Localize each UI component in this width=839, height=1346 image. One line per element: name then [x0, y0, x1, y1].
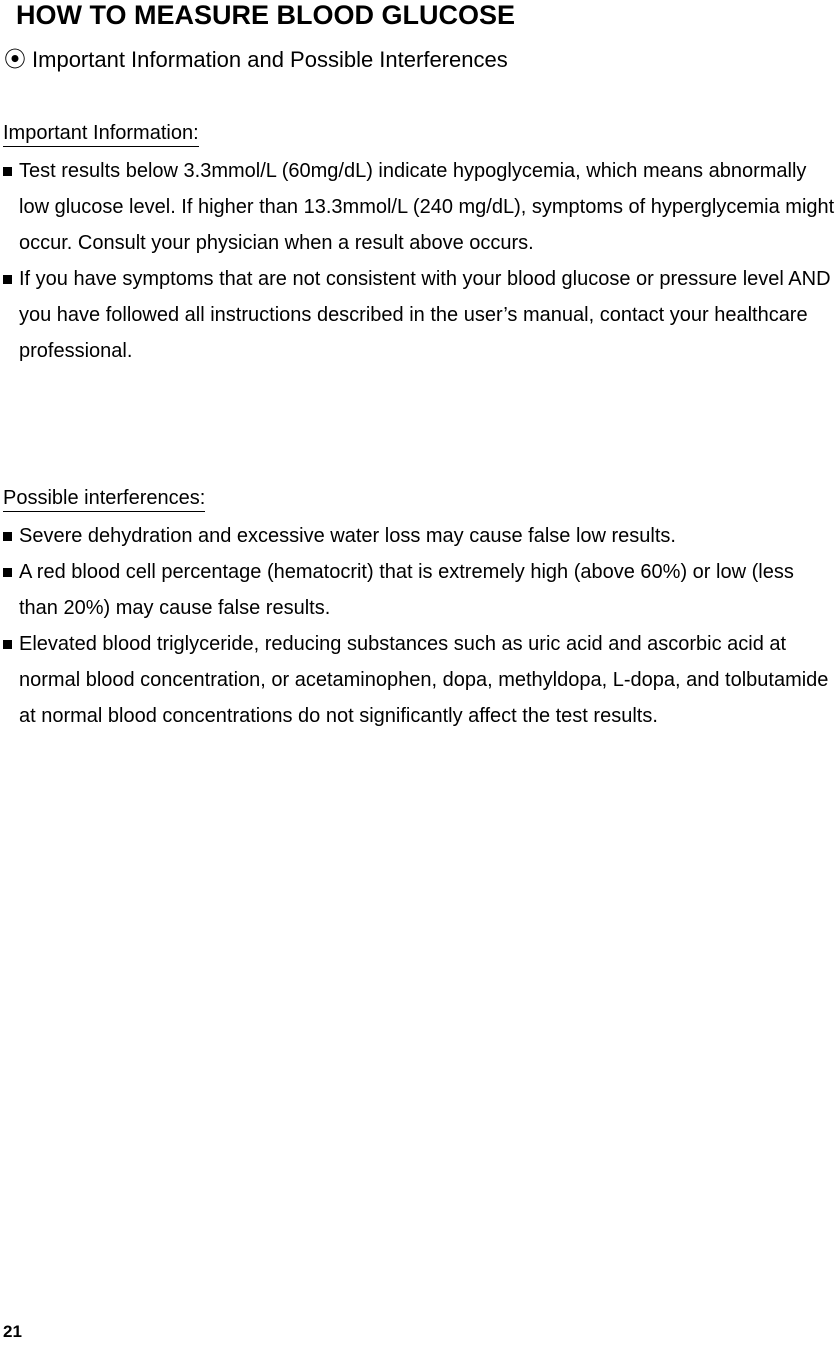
- list-item-text: Test results below 3.3mmol/L (60mg/dL) indicate hypoglycemia, which means abnormally low glucose level. If higher than 13.3mmol/L (240 mg/dL), symptoms of hyperglycemia might occur. Consult your physician when a result above occurs.: [19, 160, 835, 254]
- list-item: [3, 626, 837, 734]
- square-bullet-icon: [3, 275, 12, 284]
- list-item-text-after: you have followed all instructions described in the user’s manual, contact your healthcare professional.: [19, 304, 808, 362]
- circled-dot-icon: ⦿: [4, 47, 27, 72]
- list-item-text: A red blood cell percentage (hematocrit) that is extremely high (above 60%) or low (less than 20%) may cause false results.: [19, 561, 794, 619]
- possible-interferences-section: [3, 486, 837, 734]
- page-number: 21: [3, 1322, 22, 1341]
- square-bullet-icon: [3, 640, 12, 649]
- list-item: [3, 261, 837, 369]
- important-information-list: [3, 153, 837, 369]
- list-item: [3, 153, 837, 261]
- list-item: [3, 554, 837, 626]
- section-heading: [4, 46, 508, 74]
- section-heading-text: Important Information and Possible Interferences: [32, 47, 508, 72]
- list-item-text-before: If you have symptoms that are not consistent with your blood glucose or pressure level: [19, 268, 789, 290]
- square-bullet-icon: [3, 532, 12, 541]
- possible-interferences-list: [3, 518, 837, 734]
- list-item: [3, 518, 837, 554]
- emphasis-and: AND: [788, 268, 831, 290]
- list-item-text: Elevated blood triglyceride, reducing substances such as uric acid and ascorbic acid at normal blood concentration, or acetaminophen, dopa, methyldopa, L-dopa, and tolbutamide at normal blood concentrations do not significantly affect the test results.: [19, 633, 829, 727]
- important-information-section: [3, 121, 837, 369]
- page-title: HOW TO MEASURE BLOOD GLUCOSE: [16, 0, 516, 30]
- square-bullet-icon: [3, 167, 12, 176]
- possible-interferences-heading: Possible interferences:: [3, 486, 205, 512]
- important-information-heading: Important Information:: [3, 121, 199, 147]
- square-bullet-icon: [3, 568, 12, 577]
- list-item-text: Severe dehydration and excessive water loss may cause false low results.: [19, 525, 676, 547]
